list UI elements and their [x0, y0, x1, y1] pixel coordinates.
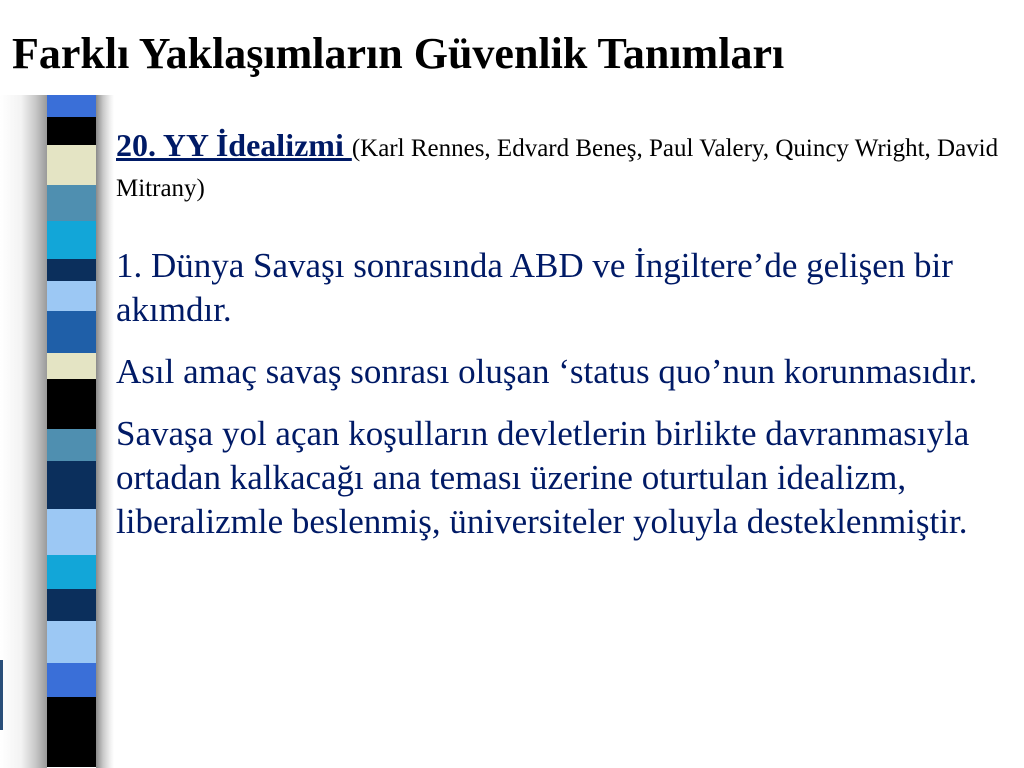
- subheading-label: 20. YY İdealizmi: [116, 127, 352, 163]
- slide-body: [116, 125, 1011, 544]
- stripe-block: [47, 145, 96, 185]
- stripe-left-shadow: [0, 95, 47, 768]
- stripe-block: [47, 663, 96, 697]
- stripe-block: [47, 555, 96, 589]
- stripe-block: [47, 259, 96, 281]
- stripe-right-shadow: [96, 95, 114, 768]
- stripe-block: [47, 509, 96, 555]
- stripe-block: [47, 117, 96, 145]
- subheading: [116, 125, 1011, 209]
- stripe-block: [47, 429, 96, 461]
- stripe-block: [47, 311, 96, 353]
- stripe-block: [47, 353, 96, 379]
- stripe-block: [47, 95, 96, 117]
- paragraph-origin: 1. Dünya Savaşı sonrasında ABD ve İngiltere’de gelişen bir akımdır.: [116, 246, 953, 329]
- slide-title: Farklı Yaklaşımların Güvenlik Tanımları: [12, 29, 785, 78]
- paragraph-theme: Savaşa yol açan koşulların devletlerin birlikte davranmasıyla ortadan kalkacağı ana teması üzerine oturtulan idealizm, liberalizmle beslenmiş, üniversiteler yoluyla desteklenmiştir.: [116, 414, 970, 541]
- decorative-color-stripe: [47, 95, 96, 768]
- stripe-block: [47, 697, 96, 767]
- stripe-block: [47, 621, 96, 663]
- edge-accent-bar: [0, 660, 3, 730]
- stripe-block: [47, 281, 96, 311]
- stripe-block: [47, 185, 96, 221]
- paragraph-aim: Asıl amaç savaş sonrası oluşan ‘status quo’nun korunmasıdır.: [116, 352, 978, 391]
- stripe-block: [47, 461, 96, 509]
- subheading-authors: (Karl Rennes, Edvard Beneş, Paul Valery, Quincy Wright, David Mitrany): [116, 135, 999, 202]
- stripe-block: [47, 221, 96, 259]
- stripe-block: [47, 589, 96, 621]
- stripe-block: [47, 379, 96, 429]
